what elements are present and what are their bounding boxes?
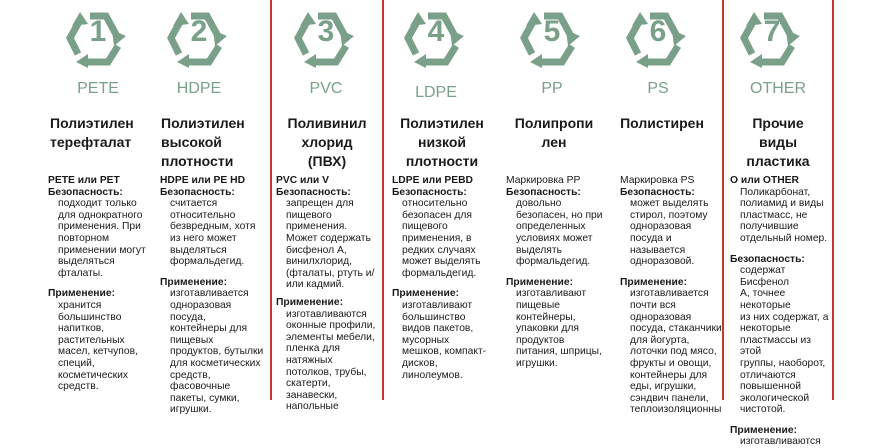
resin-code-abbr: HDPE: [176, 80, 222, 97]
resin-code-number: 3: [317, 15, 335, 48]
resin-code-number: 1: [89, 15, 107, 48]
column-4: [384, 0, 496, 400]
description: O или OTHER Поликарбонат, полиамид и виды пластмасс, не получившие отдельный номер. Безопасность: содержат Бисфенол А, точнее некоторые из них содержат, а некоторые пластмассы из этой группы, наоборот, отличаются повышенной экологической чистотой. Применение: изготавливаются: [730, 175, 829, 448]
column-3: [270, 0, 384, 413]
resin-code-abbr: PETE: [77, 80, 119, 97]
resin-code-number: 4: [427, 15, 445, 48]
plastic-name: Полипропи лен: [514, 115, 594, 150]
column-2: [155, 0, 270, 416]
plastic-name: Полиэтилен терефталат: [50, 115, 134, 150]
resin-code-number: 2: [190, 15, 208, 48]
description: PVC или V Безопасность: запрещен для пищевого применения. Может содержать бисфенол А, винилхлорид, (фталаты, ртуть и/ или кадмий. Применение: изготавливаются оконные профили, элементы мебели, пленка для натяжных потолков, трубы, скатерти, занавески, напольные: [276, 175, 376, 413]
description: HDPE или PE HD Безопасность: считается относительно безвредным, хотя из него может выделяться формальдегид. Применение: изготавливается одноразовая посуда, контейнеры для пищевых продуктов, бутылки для косметических средств, фасовочные пакеты, сумки, игрушки.: [160, 175, 264, 416]
resin-code-number: 7: [763, 15, 781, 48]
column-7: [722, 0, 834, 448]
description: Маркировка PS Безопасность: может выделять стирол, поэтому одноразовая посуда и называется одноразовой. Применение: изготавливается почти вся одноразовая посуда, стаканчики для йогурта, лоточки под мясо, фрукты и овощи, контейнеры для еды, игрушки, сэндвич панели, теплоизоляционны: [620, 175, 722, 416]
plastic-name: Полиэтилен высокой плотности: [161, 115, 245, 169]
plastic-name: Прочие виды пластика: [746, 115, 810, 169]
description: Маркировка PP Безопасность: довольно безопасен, но при определенных условиях может выделять формальдегид. Применение: изготавливают пищевые контейнеры, упаковки для продуктов питания, шприцы, игрушки.: [506, 175, 603, 369]
resin-code-abbr: PS: [647, 80, 669, 97]
plastic-name: Поливинил хлорид (ПВХ): [287, 115, 367, 169]
plastic-name: Полистирен: [620, 115, 704, 131]
description: PETE или PET Безопасность: подходит только для однократного применения. При повторном применении могут выделяться фталаты. Применение: хранится большинство напитков, растительных масел, кетчупов, специй, косметических средств.: [48, 175, 146, 393]
description: LDPE или PEBD Безопасность: относительно безопасен для пищевого применения, в редких случаях может выделять формальдегид. Применение: изготавливают большинство видов пакетов, мусорных мешков, компакт- дисков, линолеумов.: [392, 175, 487, 381]
resin-code-abbr: PVC: [309, 80, 343, 97]
column-6: [612, 0, 722, 416]
resin-code-number: 5: [543, 15, 561, 48]
column-5: [496, 0, 612, 400]
resin-code-abbr: PP: [541, 80, 563, 97]
resin-code-abbr: LDPE: [415, 84, 457, 101]
resin-code-number: 6: [649, 15, 667, 48]
plastic-name: Полиэтилен низкой плотности: [400, 115, 484, 169]
column-1: [40, 0, 160, 400]
resin-code-abbr: OTHER: [750, 80, 806, 97]
